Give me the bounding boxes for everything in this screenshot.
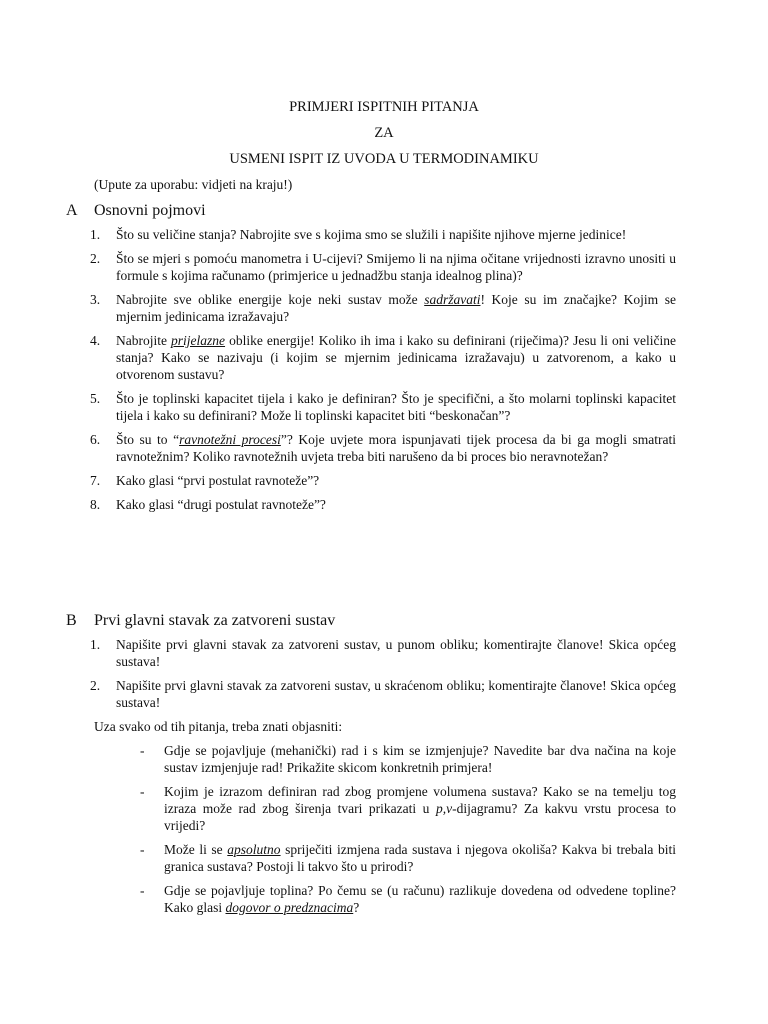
title-line-2: ZA — [374, 125, 394, 141]
bullet-item — [140, 742, 676, 776]
bullet-text — [164, 783, 676, 834]
title-line-1: PRIMJERI ISPITNIH PITANJA — [289, 99, 479, 115]
question-text: Što je toplinski kapacitet tijela i kako je definiran? Što je specifični, a što molarni toplinski kapacitet tijela i kako su definirani? Može li toplinski kapacitet biti “beskonačan”? — [116, 391, 676, 423]
instructions-note: (Upute za uporabu: vidjeti na kraju!) — [94, 177, 293, 192]
question-text: Napišite prvi glavni stavak za zatvoreni sustav, u skraćenom obliku; komentirajte članove! Skica općeg sustava! — [116, 678, 676, 710]
question-item — [90, 332, 676, 383]
emphasized-term: sadržavati — [424, 292, 481, 307]
section-title: Prvi glavni stavak za zatvoreni sustav — [94, 612, 336, 629]
question-number: 2. — [90, 251, 101, 266]
text-segment: Nabrojite — [116, 333, 172, 348]
text-segment: ? — [353, 900, 360, 915]
question-text — [116, 291, 676, 325]
section-a-questions — [90, 226, 676, 520]
bullet-dash: - — [140, 842, 145, 857]
explanation-bullets — [140, 742, 676, 923]
bullet-text — [164, 882, 676, 916]
bullet-dash: - — [140, 883, 145, 898]
question-number: 6. — [90, 432, 101, 447]
bullet-item — [140, 841, 676, 875]
emphasized-term: p,v — [435, 801, 453, 816]
question-text — [116, 431, 676, 465]
question-text: Kako glasi “drugi postulat ravnoteže”? — [116, 497, 326, 512]
bullet-dash: - — [140, 743, 145, 758]
question-text: Što se mjeri s pomoću manometra i U-cijevi? Smijemo li na njima očitane vrijednosti izravno unositi u formule s kojima računamo (primjerice u jednadžbu stanja idealnog plina)? — [116, 251, 676, 283]
section-letter: A — [66, 202, 78, 219]
question-number: 1. — [90, 227, 101, 242]
question-number: 3. — [90, 292, 101, 307]
section-a-heading — [66, 201, 206, 221]
text-segment: Kojim je izrazom definiran rad zbog promjene volumena sustava? Kako se na temelju tog izraza može rad zbog širenja tvari prikazati u — [164, 784, 676, 816]
question-item — [90, 250, 676, 284]
question-item — [90, 291, 676, 325]
text-segment: Gdje se pojavljuje toplina? Po čemu se (u računu) razlikuje dovedena od odvedene topline? Kako glasi — [164, 883, 676, 915]
question-text: Napišite prvi glavni stavak za zatvoreni sustav, u punom obliku; komentirajte članove! Skica općeg sustava! — [116, 637, 676, 669]
document-title — [0, 94, 768, 172]
emphasized-term: ravnotežni procesi — [179, 432, 281, 447]
text-segment: Nabrojite sve oblike energije koje neki sustav može — [116, 292, 425, 307]
question-item — [90, 677, 676, 711]
section-title: Osnovni pojmovi — [94, 202, 206, 219]
text-segment: -dijagramu? Za kakvu vrstu procesa to vrijedi? — [164, 801, 676, 833]
section-letter: B — [66, 612, 77, 629]
explanation-note: Uza svako od tih pitanja, treba znati objasniti: — [94, 719, 343, 734]
bullet-dash: - — [140, 784, 145, 799]
emphasized-term: dogovor o predznacima — [225, 900, 354, 915]
section-b-heading — [66, 611, 335, 631]
text-segment: ! Koje su im značajke? Kojim se mjernim jedinicama izražavaju? — [116, 292, 676, 324]
question-number: 1. — [90, 637, 101, 652]
emphasized-term: apsolutno — [227, 842, 281, 857]
question-item — [90, 226, 676, 243]
question-text: Kako glasi “prvi postulat ravnoteže”? — [116, 473, 320, 488]
text-segment: spriječiti izmjena rada sustava i njegova okoliša? Kakva bi trebala biti granica sustava? Postoji li takvo što u prirodi? — [164, 842, 676, 874]
text-segment: Što su to “ — [116, 432, 180, 447]
bullet-text: Gdje se pojavljuje (mehanički) rad i s kim se izmjenjuje? Navedite bar dva načina na koje sustav izmjenjuje rad! Prikažite skicom konkretnih primjera! — [164, 743, 676, 775]
question-number: 4. — [90, 333, 101, 348]
question-number: 7. — [90, 473, 101, 488]
question-item — [90, 472, 676, 489]
question-text: Što su veličine stanja? Nabrojite sve s kojima smo se služili i napišite njihove mjerne jedinice! — [116, 227, 627, 242]
emphasized-term: prijelazne — [171, 333, 226, 348]
section-b-questions — [90, 636, 676, 718]
bullet-item — [140, 783, 676, 834]
question-number: 5. — [90, 391, 101, 406]
question-item — [90, 431, 676, 465]
text-segment: ”? Koje uvjete mora ispunjavati tijek procesa da bi ga mogli smatrati ravnotežnim? Koliko ravnotežnih uvjeta treba biti narušeno da bi proces bio neravnotežan? — [116, 432, 676, 464]
bullet-text — [164, 841, 676, 875]
text-segment: oblike energije! Koliko ih ima i kako su definirani (riječima)? Jesu li oni veličine stanja? Kako se nazivaju (i kojim se mjernim jedinicama izražavaju) u zatvorenom, a kako u otvorenom sustavu? — [116, 333, 677, 382]
question-item — [90, 390, 676, 424]
title-line-3: USMENI ISPIT IZ UVODA U TERMODINAMIKU — [229, 151, 539, 167]
question-number: 2. — [90, 678, 101, 693]
bullet-item — [140, 882, 676, 916]
question-item — [90, 636, 676, 670]
text-segment: Može li se — [164, 842, 228, 857]
question-item — [90, 496, 676, 513]
question-number: 8. — [90, 497, 101, 512]
question-text — [116, 332, 676, 383]
